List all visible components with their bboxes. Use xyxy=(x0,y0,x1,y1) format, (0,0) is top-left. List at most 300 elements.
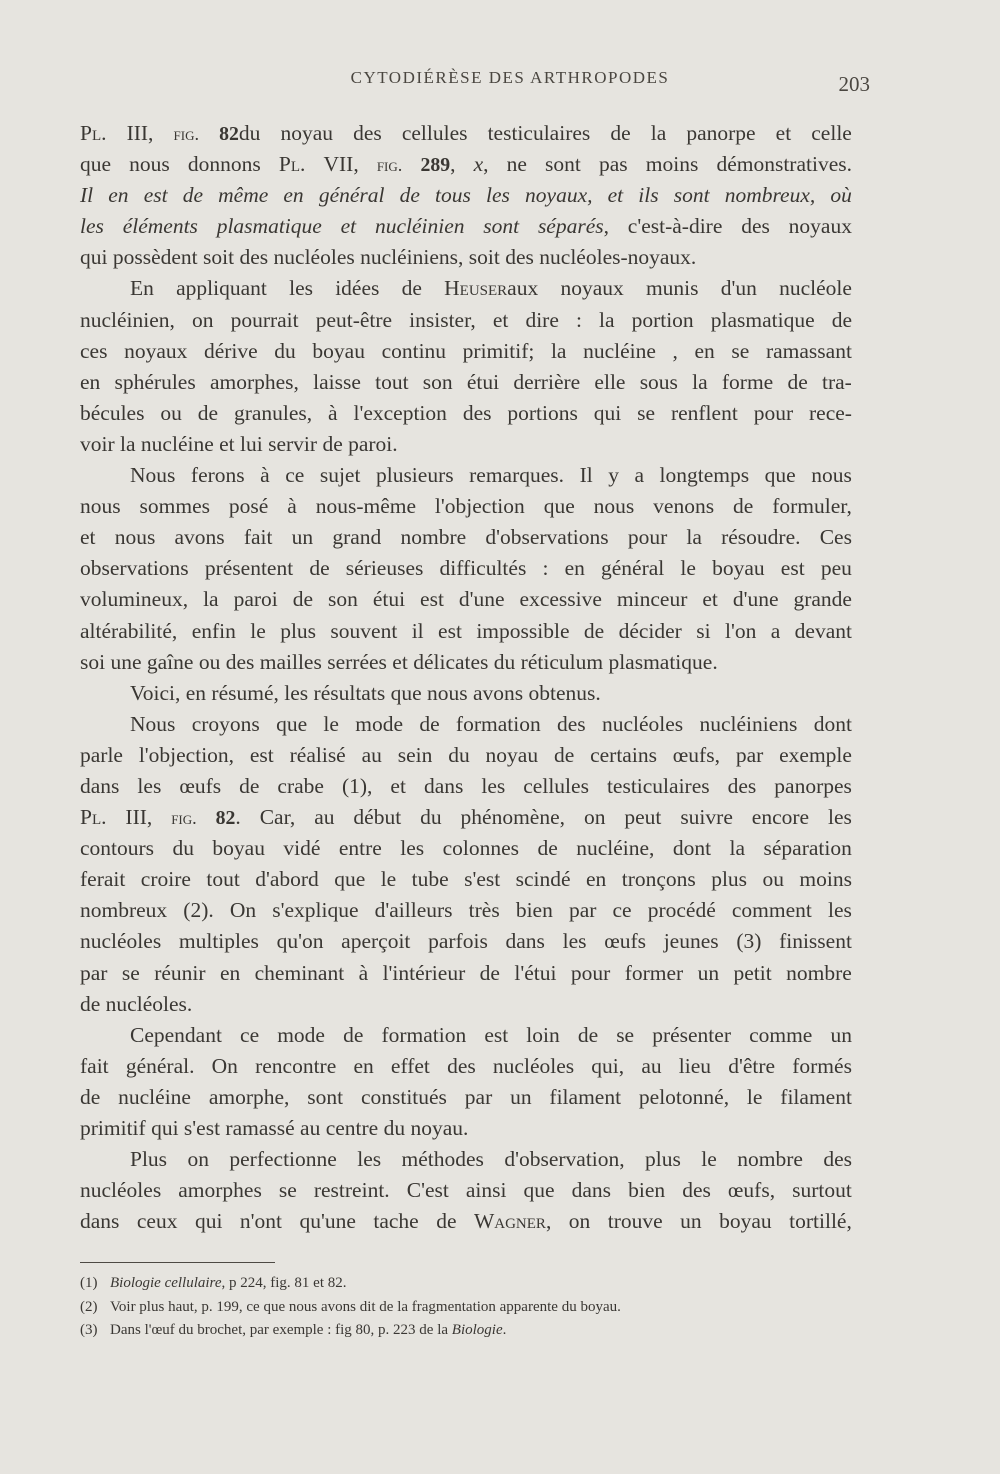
word xyxy=(686,118,755,149)
text-run: granules, xyxy=(233,400,313,425)
word xyxy=(780,1082,852,1113)
word xyxy=(728,771,757,802)
word xyxy=(809,398,852,429)
word xyxy=(520,584,602,615)
text-run: son xyxy=(327,587,358,612)
text-run: En xyxy=(130,276,154,301)
text-run: et xyxy=(775,121,792,145)
word xyxy=(599,305,615,336)
word xyxy=(268,429,322,460)
word xyxy=(752,802,809,833)
word xyxy=(127,118,154,149)
word xyxy=(122,958,140,989)
word xyxy=(507,149,527,180)
word xyxy=(513,367,580,398)
text-run: appliquant xyxy=(176,276,267,301)
word xyxy=(226,647,260,678)
word xyxy=(586,864,606,895)
text-run: noyaux xyxy=(124,338,188,363)
text-run: nucléoles xyxy=(273,245,355,270)
page-number: 203 xyxy=(838,72,870,96)
word xyxy=(447,1051,476,1082)
word xyxy=(287,491,297,522)
text-line xyxy=(80,833,852,864)
word xyxy=(617,584,687,615)
word xyxy=(328,398,338,429)
text-run: munis xyxy=(645,276,699,301)
text-line xyxy=(80,1206,852,1237)
word xyxy=(435,180,471,211)
text-run: paroi. xyxy=(348,431,398,456)
text-run: loin xyxy=(526,1022,560,1047)
word xyxy=(314,678,391,709)
text-run: , xyxy=(483,152,489,177)
word xyxy=(774,771,852,802)
text-run: nous xyxy=(811,463,852,488)
word xyxy=(80,1051,109,1082)
text-run: nucléoles. xyxy=(105,991,193,1016)
text-run: décider xyxy=(618,618,682,643)
text-run: des xyxy=(239,245,269,270)
word xyxy=(516,864,571,895)
text-run: nucléine, xyxy=(576,836,655,861)
word xyxy=(219,118,260,150)
word xyxy=(793,584,852,615)
word xyxy=(204,336,258,367)
text-run: sujet xyxy=(319,463,361,488)
word xyxy=(80,895,167,926)
word xyxy=(459,584,505,615)
word xyxy=(192,616,236,647)
text-run: mode xyxy=(277,1022,325,1047)
word xyxy=(711,864,747,895)
text-run: cellules xyxy=(401,121,468,145)
text-run: Pl. xyxy=(80,805,107,830)
word xyxy=(641,1051,661,1082)
text-run: d'observations xyxy=(485,525,609,550)
text-run: sphérules xyxy=(114,369,196,394)
text-run: ce xyxy=(285,463,305,488)
text-run: soit xyxy=(468,245,500,270)
word xyxy=(179,926,259,957)
word xyxy=(316,305,392,336)
word xyxy=(766,336,852,367)
text-run: un xyxy=(697,960,720,985)
word xyxy=(594,367,625,398)
word xyxy=(239,771,259,802)
text-run: dire xyxy=(525,307,559,332)
word xyxy=(312,336,365,367)
word xyxy=(125,802,152,833)
text-run: nombre xyxy=(737,1147,803,1172)
text-run: de xyxy=(553,742,575,767)
text-run: tache xyxy=(373,1209,419,1234)
word xyxy=(80,180,93,211)
word xyxy=(510,1082,532,1113)
text-run: ceux xyxy=(136,1209,178,1234)
word xyxy=(400,833,424,864)
word xyxy=(523,771,589,802)
text-run: grand xyxy=(332,525,382,550)
text-run: général xyxy=(318,183,385,208)
word xyxy=(130,273,154,304)
footnote-number: (1) xyxy=(80,1275,98,1291)
text-run: pelotonné, xyxy=(638,1084,730,1109)
text-run: soi xyxy=(80,649,106,674)
text-run: ce xyxy=(240,1022,260,1047)
text-line xyxy=(80,1144,852,1175)
word xyxy=(80,211,104,242)
word xyxy=(400,522,466,553)
text-run: des xyxy=(447,1053,476,1078)
word xyxy=(640,367,678,398)
text-run: boyau xyxy=(312,338,365,363)
text-run: nucléinien, xyxy=(80,307,175,332)
text-run: à xyxy=(328,400,338,425)
word xyxy=(210,367,299,398)
word xyxy=(628,522,667,553)
word xyxy=(137,771,161,802)
text-run: trouve xyxy=(607,1209,663,1234)
footnote-number: (2) xyxy=(80,1298,98,1315)
word xyxy=(80,1175,161,1206)
text-run: a xyxy=(770,618,781,643)
word xyxy=(326,1113,384,1144)
text-run: se xyxy=(731,338,750,363)
word xyxy=(383,958,466,989)
word xyxy=(486,740,539,771)
word xyxy=(483,211,519,242)
word xyxy=(469,460,564,491)
word xyxy=(198,398,218,429)
text-run: former xyxy=(624,960,684,985)
word xyxy=(407,1175,449,1206)
text-line xyxy=(80,678,852,709)
word xyxy=(316,491,416,522)
text-run: est xyxy=(143,183,168,208)
text-run: ferait xyxy=(80,867,126,892)
word xyxy=(203,242,239,273)
word xyxy=(732,895,812,926)
word xyxy=(80,522,96,553)
word xyxy=(493,305,509,336)
word xyxy=(402,273,422,304)
text-run: croire xyxy=(140,867,191,892)
text-run: résoudre. xyxy=(721,525,801,550)
word xyxy=(353,1051,373,1082)
text-run: Plus xyxy=(130,1147,168,1172)
word xyxy=(692,367,708,398)
word xyxy=(320,460,361,491)
word xyxy=(733,584,779,615)
text-run: Wagner xyxy=(473,1209,546,1234)
word xyxy=(608,460,619,491)
text-run: 289 xyxy=(420,154,451,177)
word xyxy=(719,1206,772,1237)
word xyxy=(80,740,123,771)
word xyxy=(206,864,239,895)
word xyxy=(463,336,535,367)
word xyxy=(80,647,110,678)
word xyxy=(272,895,358,926)
word xyxy=(637,398,655,429)
word xyxy=(772,491,852,522)
word xyxy=(362,740,382,771)
word xyxy=(300,1113,326,1144)
text-run: du xyxy=(420,805,442,830)
word xyxy=(80,305,175,336)
word xyxy=(240,1020,259,1051)
text-run: venons xyxy=(653,494,715,519)
word xyxy=(787,367,807,398)
text-run: , xyxy=(450,152,456,177)
word xyxy=(250,616,266,647)
word xyxy=(229,1144,336,1175)
word xyxy=(289,273,313,304)
text-run: et xyxy=(392,649,408,674)
text-run: éléments xyxy=(122,214,198,239)
text-run: (2). xyxy=(183,898,214,923)
text-run: nucléine xyxy=(118,1084,191,1109)
word xyxy=(402,118,468,149)
word xyxy=(80,553,189,584)
word xyxy=(250,740,274,771)
text-run: dans xyxy=(423,773,464,798)
text-run: boyau xyxy=(712,556,765,581)
word xyxy=(80,771,119,802)
text-run: si xyxy=(696,618,711,643)
word xyxy=(464,864,500,895)
word xyxy=(781,553,805,584)
text-run: soit xyxy=(203,245,235,270)
text-run: sont xyxy=(545,152,581,177)
word xyxy=(211,678,284,709)
word xyxy=(722,367,773,398)
word xyxy=(313,367,361,398)
text-run: tra- xyxy=(821,369,852,394)
text-run: parle xyxy=(80,742,123,767)
text-run: s'est xyxy=(183,1116,221,1140)
word xyxy=(234,584,278,615)
text-run: du xyxy=(172,836,194,861)
word xyxy=(762,864,784,895)
text-run: : xyxy=(542,556,549,581)
text-run: pas xyxy=(598,152,628,177)
text-run: les xyxy=(481,773,506,798)
word xyxy=(604,926,646,957)
word xyxy=(285,460,304,491)
text-run: des xyxy=(741,214,770,239)
word xyxy=(832,305,852,336)
word xyxy=(725,616,756,647)
word xyxy=(314,1175,390,1206)
text-run: la xyxy=(650,121,667,145)
word xyxy=(799,864,852,895)
word xyxy=(123,211,198,242)
word xyxy=(118,1082,191,1113)
word xyxy=(284,678,313,709)
word xyxy=(80,833,154,864)
text-run: Il xyxy=(579,463,593,488)
text-run: du xyxy=(493,649,516,674)
text-run: nucléinien xyxy=(374,214,465,239)
word xyxy=(283,833,320,864)
text-line xyxy=(80,1113,852,1144)
word xyxy=(80,802,107,833)
text-run: les xyxy=(486,183,510,208)
text-run: amorphes, xyxy=(209,369,299,394)
text-run: général. xyxy=(125,1053,195,1078)
word xyxy=(699,709,797,740)
word xyxy=(828,802,852,833)
text-run: des xyxy=(462,400,492,425)
text-run: boyau xyxy=(719,1209,772,1234)
text-run: nous xyxy=(80,494,121,519)
word xyxy=(212,833,265,864)
word xyxy=(244,522,273,553)
text-run: qui xyxy=(151,1116,179,1140)
text-run: nucléine xyxy=(140,431,214,456)
text-run: aperçoit xyxy=(341,929,411,954)
word xyxy=(80,242,113,273)
text-run: avons xyxy=(174,525,225,550)
word xyxy=(771,616,781,647)
text-run: primitif xyxy=(80,1116,146,1140)
text-run: des xyxy=(353,121,382,145)
text-run: en xyxy=(586,867,607,892)
text-run: dans xyxy=(80,1209,120,1234)
text-run: longtemps xyxy=(659,463,750,488)
word xyxy=(381,864,397,895)
text-run: et xyxy=(340,214,357,239)
word xyxy=(339,833,382,864)
word xyxy=(673,740,720,771)
text-run: dont xyxy=(813,711,852,736)
text-run: Pl. xyxy=(80,121,107,145)
word xyxy=(343,1020,363,1051)
word xyxy=(120,429,141,460)
text-run: que xyxy=(334,867,366,892)
word xyxy=(413,647,494,678)
word xyxy=(608,1206,663,1237)
word xyxy=(188,149,261,180)
text-run: noyaux, xyxy=(525,183,593,208)
text-run: elle xyxy=(594,369,626,394)
word xyxy=(474,149,489,180)
text-run: le xyxy=(380,867,397,892)
word xyxy=(786,958,852,989)
text-run: en xyxy=(219,960,241,985)
word xyxy=(822,367,852,398)
text-run: un xyxy=(291,525,314,550)
text-line xyxy=(80,958,852,989)
text-run: la xyxy=(692,369,708,394)
text-line xyxy=(80,491,852,522)
text-run: que xyxy=(80,152,112,177)
word xyxy=(229,491,268,522)
word xyxy=(539,242,696,273)
text-run: de xyxy=(479,960,500,985)
word xyxy=(209,1082,290,1113)
word xyxy=(542,553,548,584)
word xyxy=(423,367,453,398)
word xyxy=(80,149,111,180)
word xyxy=(569,895,596,926)
text-run: filament xyxy=(780,1084,852,1109)
text-run: qu'on xyxy=(276,929,324,954)
word xyxy=(737,1144,803,1175)
text-run: présentent xyxy=(204,556,294,581)
text-run: boyau xyxy=(212,836,265,861)
text-run: sont xyxy=(307,1084,344,1109)
word xyxy=(514,958,556,989)
text-run: voir xyxy=(80,431,115,456)
word xyxy=(792,1175,852,1206)
word xyxy=(334,864,365,895)
word xyxy=(488,118,591,149)
word xyxy=(274,336,296,367)
word xyxy=(779,926,852,957)
text-line xyxy=(80,242,852,273)
text-run: de xyxy=(787,369,808,394)
text-run: une xyxy=(110,649,142,674)
word xyxy=(628,1175,665,1206)
word xyxy=(572,1175,611,1206)
text-run: (3) xyxy=(736,929,762,954)
word xyxy=(172,833,194,864)
word xyxy=(80,616,177,647)
text-run: bécules xyxy=(80,400,145,425)
text-run: lieu xyxy=(678,1053,712,1078)
word xyxy=(151,1113,184,1144)
text-run: œufs, xyxy=(727,1178,776,1203)
word xyxy=(436,1206,456,1237)
word xyxy=(811,118,852,149)
word xyxy=(673,833,711,864)
text-run: forme xyxy=(721,369,774,394)
text-run: gaîne xyxy=(146,649,194,674)
text-run: tous xyxy=(435,183,471,208)
text-run: un xyxy=(510,1084,532,1109)
word xyxy=(260,460,270,491)
text-run: comment xyxy=(731,898,812,923)
text-run: d'être xyxy=(728,1053,776,1078)
word xyxy=(80,989,106,1020)
text-run: se xyxy=(616,1022,635,1047)
text-run: œufs xyxy=(604,929,646,954)
word xyxy=(443,833,519,864)
word xyxy=(591,1051,624,1082)
word xyxy=(130,678,186,709)
footnote-text: Biologie cellulaire xyxy=(110,1275,222,1291)
text-run: 82 xyxy=(215,807,236,830)
word xyxy=(652,1020,731,1051)
word xyxy=(660,460,750,491)
word xyxy=(728,1175,775,1206)
text-run: tout xyxy=(206,867,240,892)
word xyxy=(664,926,719,957)
text-run: paroi xyxy=(233,587,278,612)
text-run: du xyxy=(274,338,296,363)
text-run: en xyxy=(564,556,585,581)
text-run: que xyxy=(543,494,575,519)
word xyxy=(402,1144,484,1175)
text-run: idées xyxy=(335,276,380,301)
text-run: continu xyxy=(381,338,447,363)
text-run: aux xyxy=(507,276,539,301)
text-run: nombreux, xyxy=(724,183,816,208)
word xyxy=(698,958,720,989)
